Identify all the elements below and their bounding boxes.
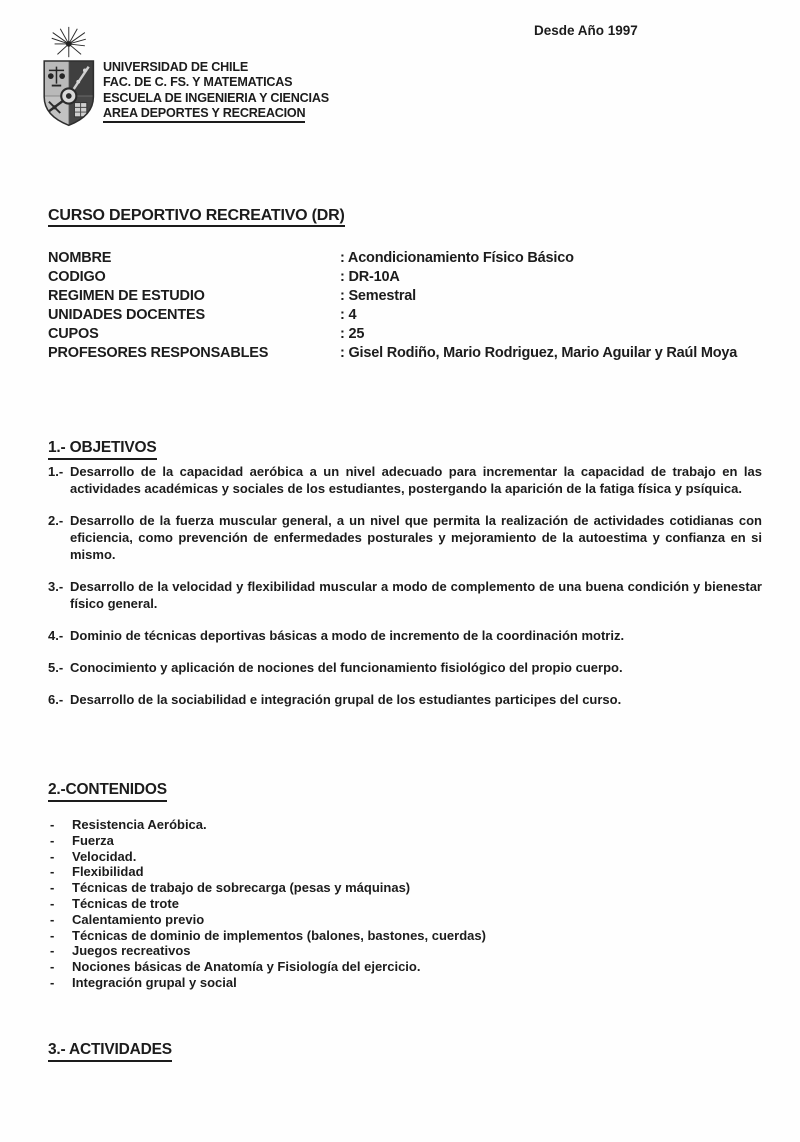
institution-line: ESCUELA DE INGENIERIA Y CIENCIAS [103, 90, 329, 105]
institution-header [103, 60, 329, 122]
content-item [50, 975, 486, 991]
institution-line-department: AREA DEPORTES Y RECREACION [103, 106, 329, 121]
field-row-profesores [48, 344, 785, 363]
objective-item [48, 627, 762, 644]
field-label: UNIDADES DOCENTES [48, 307, 205, 323]
dash-bullet: - [50, 832, 55, 848]
field-row-unidades [48, 306, 785, 325]
institution-line: FAC. DE C. FS. Y MATEMATICAS [103, 75, 293, 90]
dash-bullet: - [50, 848, 55, 864]
content-text: Resistencia Aeróbica. [72, 817, 207, 832]
course-fields [48, 249, 785, 363]
field-row-nombre [48, 249, 785, 268]
field-row-codigo [48, 268, 785, 287]
dash-bullet: - [50, 817, 55, 832]
objective-number: 5.- [48, 660, 64, 675]
field-label: CUPOS [48, 326, 99, 342]
content-item [50, 896, 486, 912]
content-text: Calentamiento previo [72, 911, 205, 927]
objectives-list [48, 463, 762, 723]
document-title: CURSO DEPORTIVO RECREATIVO (DR) [48, 207, 345, 225]
field-value: : Acondicionamiento Físico Básico [340, 250, 574, 266]
field-value: : DR-10A [340, 269, 400, 285]
field-value: : 4 [340, 307, 357, 323]
field-value: : Semestral [340, 288, 416, 304]
since-year-label: Desde Año 1997 [534, 23, 638, 38]
objective-item [48, 512, 762, 563]
content-text: Flexibilidad [72, 864, 144, 880]
dash-bullet: - [50, 943, 55, 959]
content-item [50, 817, 486, 833]
institution-line: UNIVERSIDAD DE CHILE [103, 60, 249, 74]
objective-item [48, 578, 762, 612]
content-item [50, 833, 486, 849]
content-text: Técnicas de trote [72, 895, 179, 911]
dash-bullet: - [50, 974, 55, 990]
content-text: Velocidad. [72, 848, 137, 864]
field-row-regimen [48, 287, 785, 306]
objective-item [48, 691, 762, 708]
field-value: : Gisel Rodiño, Mario Rodriguez, Mario Aguilar y Raúl Moya [340, 345, 738, 361]
section-heading-contenidos: 2.-CONTENIDOS [48, 781, 167, 799]
objective-number: 4.- [48, 628, 64, 643]
content-item [50, 912, 486, 928]
field-row-cupos [48, 325, 785, 344]
dash-bullet: - [50, 895, 55, 911]
objective-text: Desarrollo de la fuerza muscular general, a un nivel que permita la realización de actividades cotidianas con eficiencia, como prevención de enfermedades posturales y mejoramiento de la autoestima y confianza en si mismo. [70, 513, 762, 562]
universidad-de-chile-crest-icon [30, 25, 100, 131]
field-label: NOMBRE [48, 250, 112, 266]
objective-item [48, 463, 762, 497]
objective-item [48, 659, 762, 676]
content-text: Integración grupal y social [72, 974, 237, 990]
contents-list [50, 817, 486, 991]
content-item [50, 959, 486, 975]
objective-text: Desarrollo de la velocidad y flexibilidad muscular a modo de complemento de una buena condición y bienestar físico general. [70, 579, 762, 611]
objective-number: 2.- [48, 513, 64, 528]
objective-number: 1.- [48, 464, 64, 479]
content-item [50, 864, 486, 880]
objective-text: Conocimiento y aplicación de nociones del funcionamiento fisiológico del propio cuerpo. [70, 660, 623, 675]
content-text: Nociones básicas de Anatomía y Fisiología del ejercicio. [72, 959, 421, 975]
field-label: PROFESORES RESPONSABLES [48, 345, 269, 361]
section-heading-actividades: 3.- ACTIVIDADES [48, 1041, 172, 1059]
field-label: REGIMEN DE ESTUDIO [48, 288, 205, 304]
dash-bullet: - [50, 959, 55, 975]
content-text: Juegos recreativos [72, 943, 191, 959]
dash-bullet: - [50, 911, 55, 927]
content-item [50, 849, 486, 865]
objective-number: 3.- [48, 579, 64, 594]
content-item [50, 928, 486, 944]
field-label: CODIGO [48, 269, 106, 285]
content-item [50, 943, 486, 959]
dash-bullet: - [50, 864, 55, 880]
objective-number: 6.- [48, 692, 64, 707]
content-text: Fuerza [72, 832, 114, 848]
content-item [50, 880, 486, 896]
objective-text: Desarrollo de la capacidad aeróbica a un nivel adecuado para incrementar la capacidad de trabajo en las actividades académicas y sociales de los estudiantes, postergando la aparición de la fatiga física y psíquica. [70, 464, 762, 496]
objective-text: Dominio de técnicas deportivas básicas a modo de incremento de la coordinación motriz. [70, 628, 625, 643]
content-text: Técnicas de trabajo de sobrecarga (pesas y máquinas) [72, 880, 411, 896]
field-value: : 25 [340, 326, 365, 342]
content-text: Técnicas de dominio de implementos (balones, bastones, cuerdas) [72, 927, 486, 943]
dash-bullet: - [50, 927, 55, 943]
section-heading-objetivos: 1.- OBJETIVOS [48, 439, 157, 457]
objective-text: Desarrollo de la sociabilidad e integración grupal de los estudiantes participes del curso. [70, 692, 622, 707]
dash-bullet: - [50, 880, 55, 896]
